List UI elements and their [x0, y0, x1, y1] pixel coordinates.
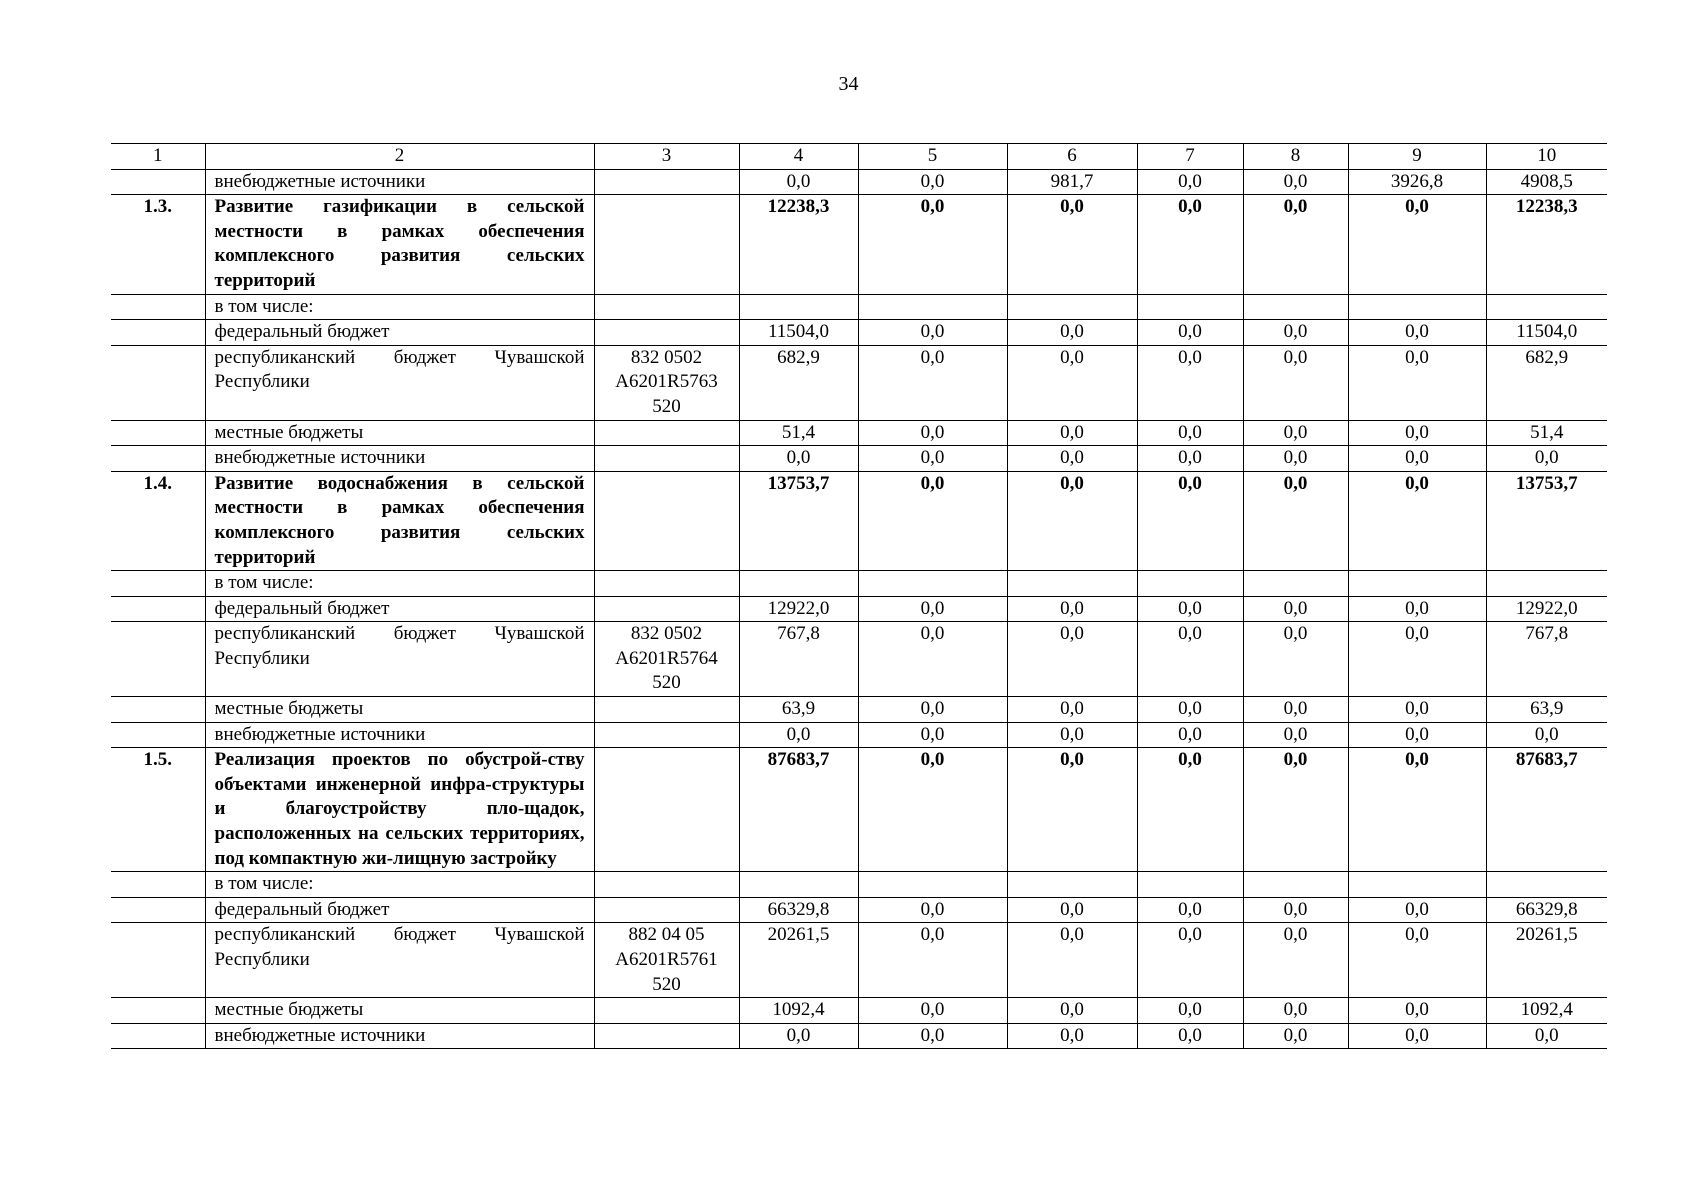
- value-cell: [1137, 294, 1243, 320]
- value-cell: [1243, 872, 1348, 898]
- value-cell: 0,0: [858, 195, 1007, 294]
- row-name: местные бюджеты: [205, 420, 594, 446]
- value-cell: 0,0: [1243, 420, 1348, 446]
- budget-code: [594, 320, 739, 346]
- value-cell: [1137, 571, 1243, 597]
- value-cell: 0,0: [858, 998, 1007, 1024]
- value-cell: [739, 872, 858, 898]
- table-row: [111, 294, 1607, 320]
- value-cell: [1486, 571, 1607, 597]
- column-number: 5: [858, 144, 1007, 170]
- value-cell: 0,0: [1243, 998, 1348, 1024]
- value-cell: 0,0: [1007, 998, 1137, 1024]
- value-cell: 682,9: [1486, 345, 1607, 420]
- value-cell: 0,0: [1137, 923, 1243, 998]
- value-cell: 0,0: [1007, 622, 1137, 697]
- value-cell: 63,9: [739, 697, 858, 723]
- value-cell: [1007, 571, 1137, 597]
- row-name: местные бюджеты: [205, 998, 594, 1024]
- value-cell: 0,0: [1348, 446, 1486, 472]
- row-name: Развитие водоснабжения в сельской местности в рамках обеспечения комплексного развития сельских территорий: [205, 471, 594, 570]
- value-cell: 0,0: [1243, 722, 1348, 748]
- value-cell: 0,0: [1243, 748, 1348, 872]
- budget-code: 832 0502 A6201R5763 520: [594, 345, 739, 420]
- value-cell: 11504,0: [1486, 320, 1607, 346]
- row-index: [111, 596, 205, 622]
- value-cell: 0,0: [858, 622, 1007, 697]
- value-cell: [1007, 872, 1137, 898]
- value-cell: 0,0: [1243, 596, 1348, 622]
- value-cell: 0,0: [1348, 596, 1486, 622]
- budget-code: [594, 571, 739, 597]
- row-name: в том числе:: [205, 571, 594, 597]
- value-cell: 981,7: [1007, 169, 1137, 195]
- budget-code: [594, 471, 739, 570]
- value-cell: 0,0: [1348, 697, 1486, 723]
- value-cell: 0,0: [1348, 420, 1486, 446]
- value-cell: 0,0: [858, 748, 1007, 872]
- value-cell: 0,0: [1007, 722, 1137, 748]
- value-cell: 0,0: [1137, 471, 1243, 570]
- value-cell: 0,0: [739, 446, 858, 472]
- value-cell: 0,0: [1348, 998, 1486, 1024]
- value-cell: 0,0: [739, 1023, 858, 1049]
- value-cell: 0,0: [1137, 697, 1243, 723]
- row-index: [111, 998, 205, 1024]
- value-cell: 0,0: [1348, 897, 1486, 923]
- row-name: федеральный бюджет: [205, 320, 594, 346]
- row-name: в том числе:: [205, 294, 594, 320]
- value-cell: 0,0: [1007, 697, 1137, 723]
- budget-code: [594, 169, 739, 195]
- column-number: 2: [205, 144, 594, 170]
- value-cell: 1092,4: [1486, 998, 1607, 1024]
- value-cell: 0,0: [1137, 722, 1243, 748]
- row-name: внебюджетные источники: [205, 722, 594, 748]
- value-cell: 0,0: [1137, 195, 1243, 294]
- value-cell: 13753,7: [1486, 471, 1607, 570]
- row-name: федеральный бюджет: [205, 596, 594, 622]
- column-number: 8: [1243, 144, 1348, 170]
- value-cell: 0,0: [1348, 471, 1486, 570]
- value-cell: 0,0: [858, 596, 1007, 622]
- value-cell: 0,0: [1348, 320, 1486, 346]
- budget-code: 882 04 05 A6201R5761 520: [594, 923, 739, 998]
- table-row: [111, 596, 1607, 622]
- budget-code: [594, 195, 739, 294]
- row-name: внебюджетные источники: [205, 446, 594, 472]
- table-row-section: [111, 748, 1607, 872]
- value-cell: 0,0: [1137, 345, 1243, 420]
- budget-code: [594, 420, 739, 446]
- value-cell: 0,0: [1348, 345, 1486, 420]
- value-cell: [1243, 571, 1348, 597]
- budget-code: [594, 697, 739, 723]
- row-name: внебюджетные источники: [205, 1023, 594, 1049]
- value-cell: 0,0: [1007, 320, 1137, 346]
- value-cell: 63,9: [1486, 697, 1607, 723]
- value-cell: 0,0: [1243, 345, 1348, 420]
- value-cell: [858, 872, 1007, 898]
- row-index: 1.3.: [111, 195, 205, 294]
- value-cell: 0,0: [858, 169, 1007, 195]
- value-cell: 0,0: [1007, 420, 1137, 446]
- value-cell: 12238,3: [739, 195, 858, 294]
- value-cell: 0,0: [1486, 722, 1607, 748]
- value-cell: 87683,7: [739, 748, 858, 872]
- row-name: внебюджетные источники: [205, 169, 594, 195]
- table-row: [111, 571, 1607, 597]
- column-number: 4: [739, 144, 858, 170]
- value-cell: 0,0: [1137, 420, 1243, 446]
- value-cell: 0,0: [1007, 446, 1137, 472]
- row-index: [111, 320, 205, 346]
- value-cell: 682,9: [739, 345, 858, 420]
- value-cell: 0,0: [1007, 897, 1137, 923]
- row-index: 1.5.: [111, 748, 205, 872]
- value-cell: 0,0: [1348, 748, 1486, 872]
- value-cell: 0,0: [858, 1023, 1007, 1049]
- budget-table: [111, 143, 1607, 1049]
- row-name: федеральный бюджет: [205, 897, 594, 923]
- value-cell: 0,0: [858, 697, 1007, 723]
- table-row: [111, 897, 1607, 923]
- value-cell: [739, 571, 858, 597]
- table-row: [111, 923, 1607, 998]
- table-row-section: [111, 471, 1607, 570]
- table-row: [111, 622, 1607, 697]
- budget-code: [594, 722, 739, 748]
- row-index: [111, 1023, 205, 1049]
- value-cell: 0,0: [1243, 1023, 1348, 1049]
- value-cell: 0,0: [1243, 471, 1348, 570]
- value-cell: 0,0: [1486, 1023, 1607, 1049]
- budget-code: 832 0502 A6201R5764 520: [594, 622, 739, 697]
- row-name: в том числе:: [205, 872, 594, 898]
- column-number: 6: [1007, 144, 1137, 170]
- value-cell: 0,0: [1137, 998, 1243, 1024]
- row-name: местные бюджеты: [205, 697, 594, 723]
- value-cell: 0,0: [1243, 622, 1348, 697]
- budget-code: [594, 748, 739, 872]
- value-cell: 0,0: [1137, 1023, 1243, 1049]
- value-cell: 0,0: [1007, 596, 1137, 622]
- value-cell: 0,0: [1007, 1023, 1137, 1049]
- table-body: [111, 169, 1607, 1049]
- value-cell: 0,0: [858, 420, 1007, 446]
- value-cell: 0,0: [858, 923, 1007, 998]
- column-number-row: [111, 144, 1607, 170]
- value-cell: 0,0: [1243, 320, 1348, 346]
- value-cell: 0,0: [1137, 320, 1243, 346]
- value-cell: 0,0: [1486, 446, 1607, 472]
- value-cell: [1348, 571, 1486, 597]
- value-cell: 0,0: [1243, 697, 1348, 723]
- row-index: [111, 294, 205, 320]
- value-cell: 0,0: [1348, 1023, 1486, 1049]
- value-cell: 0,0: [1243, 923, 1348, 998]
- value-cell: 13753,7: [739, 471, 858, 570]
- value-cell: 0,0: [1243, 195, 1348, 294]
- value-cell: [858, 571, 1007, 597]
- value-cell: 1092,4: [739, 998, 858, 1024]
- value-cell: 0,0: [1137, 596, 1243, 622]
- value-cell: 0,0: [1348, 622, 1486, 697]
- row-index: [111, 872, 205, 898]
- value-cell: 0,0: [858, 345, 1007, 420]
- row-name: республиканский бюджет Чувашской Республики: [205, 923, 594, 998]
- value-cell: 0,0: [1007, 923, 1137, 998]
- value-cell: 0,0: [739, 722, 858, 748]
- value-cell: 0,0: [1007, 345, 1137, 420]
- row-name: республиканский бюджет Чувашской Республики: [205, 345, 594, 420]
- value-cell: 0,0: [1348, 195, 1486, 294]
- value-cell: 0,0: [1137, 622, 1243, 697]
- value-cell: 51,4: [739, 420, 858, 446]
- table-row: [111, 998, 1607, 1024]
- budget-code: [594, 897, 739, 923]
- row-index: [111, 897, 205, 923]
- value-cell: [1486, 294, 1607, 320]
- value-cell: 11504,0: [739, 320, 858, 346]
- row-index: 1.4.: [111, 471, 205, 570]
- row-name: Развитие газификации в сельской местности в рамках обеспечения комплексного развития сельских территорий: [205, 195, 594, 294]
- value-cell: 0,0: [1348, 923, 1486, 998]
- column-number: 7: [1137, 144, 1243, 170]
- value-cell: [1137, 872, 1243, 898]
- budget-code: [594, 596, 739, 622]
- row-index: [111, 622, 205, 697]
- column-number: 3: [594, 144, 739, 170]
- value-cell: 0,0: [1243, 897, 1348, 923]
- table-row: [111, 872, 1607, 898]
- value-cell: 767,8: [1486, 622, 1607, 697]
- value-cell: 0,0: [1137, 897, 1243, 923]
- value-cell: 0,0: [858, 446, 1007, 472]
- column-number: 1: [111, 144, 205, 170]
- value-cell: 0,0: [1007, 748, 1137, 872]
- row-index: [111, 697, 205, 723]
- value-cell: 87683,7: [1486, 748, 1607, 872]
- value-cell: 0,0: [739, 169, 858, 195]
- row-index: [111, 420, 205, 446]
- value-cell: 0,0: [1137, 169, 1243, 195]
- value-cell: 51,4: [1486, 420, 1607, 446]
- table-row: [111, 420, 1607, 446]
- row-index: [111, 571, 205, 597]
- value-cell: 0,0: [1243, 446, 1348, 472]
- value-cell: [1486, 872, 1607, 898]
- row-index: [111, 722, 205, 748]
- table-row: [111, 345, 1607, 420]
- budget-code: [594, 446, 739, 472]
- value-cell: [858, 294, 1007, 320]
- table-row-section: [111, 195, 1607, 294]
- value-cell: 12922,0: [739, 596, 858, 622]
- row-index: [111, 345, 205, 420]
- value-cell: 20261,5: [1486, 923, 1607, 998]
- value-cell: 12238,3: [1486, 195, 1607, 294]
- budget-code: [594, 998, 739, 1024]
- value-cell: 0,0: [858, 320, 1007, 346]
- budget-code: [594, 294, 739, 320]
- table-row: [111, 320, 1607, 346]
- value-cell: 66329,8: [739, 897, 858, 923]
- table-row: [111, 169, 1607, 195]
- value-cell: 767,8: [739, 622, 858, 697]
- column-number: 10: [1486, 144, 1607, 170]
- table-row: [111, 697, 1607, 723]
- row-index: [111, 923, 205, 998]
- value-cell: 3926,8: [1348, 169, 1486, 195]
- table-row: [111, 446, 1607, 472]
- value-cell: 12922,0: [1486, 596, 1607, 622]
- value-cell: [1243, 294, 1348, 320]
- column-number: 9: [1348, 144, 1486, 170]
- value-cell: [1348, 294, 1486, 320]
- value-cell: 0,0: [1243, 169, 1348, 195]
- value-cell: 0,0: [858, 897, 1007, 923]
- table-row: [111, 1023, 1607, 1049]
- value-cell: 0,0: [858, 722, 1007, 748]
- value-cell: 4908,5: [1486, 169, 1607, 195]
- value-cell: 0,0: [1007, 471, 1137, 570]
- value-cell: [1348, 872, 1486, 898]
- row-name: республиканский бюджет Чувашской Республики: [205, 622, 594, 697]
- value-cell: 0,0: [1137, 446, 1243, 472]
- row-name: Реализация проектов по обустрой-ству объектами инженерной инфра-структуры и благоустройству пло-щадок, расположенных на сельских территориях, под компактную жи-лищную застройку: [205, 748, 594, 872]
- value-cell: 0,0: [858, 471, 1007, 570]
- row-index: [111, 169, 205, 195]
- page-number: 34: [838, 73, 859, 95]
- budget-code: [594, 872, 739, 898]
- value-cell: [739, 294, 858, 320]
- table-row: [111, 722, 1607, 748]
- value-cell: [1007, 294, 1137, 320]
- budget-code: [594, 1023, 739, 1049]
- row-index: [111, 446, 205, 472]
- value-cell: 20261,5: [739, 923, 858, 998]
- value-cell: 66329,8: [1486, 897, 1607, 923]
- value-cell: 0,0: [1007, 195, 1137, 294]
- value-cell: 0,0: [1137, 748, 1243, 872]
- value-cell: 0,0: [1348, 722, 1486, 748]
